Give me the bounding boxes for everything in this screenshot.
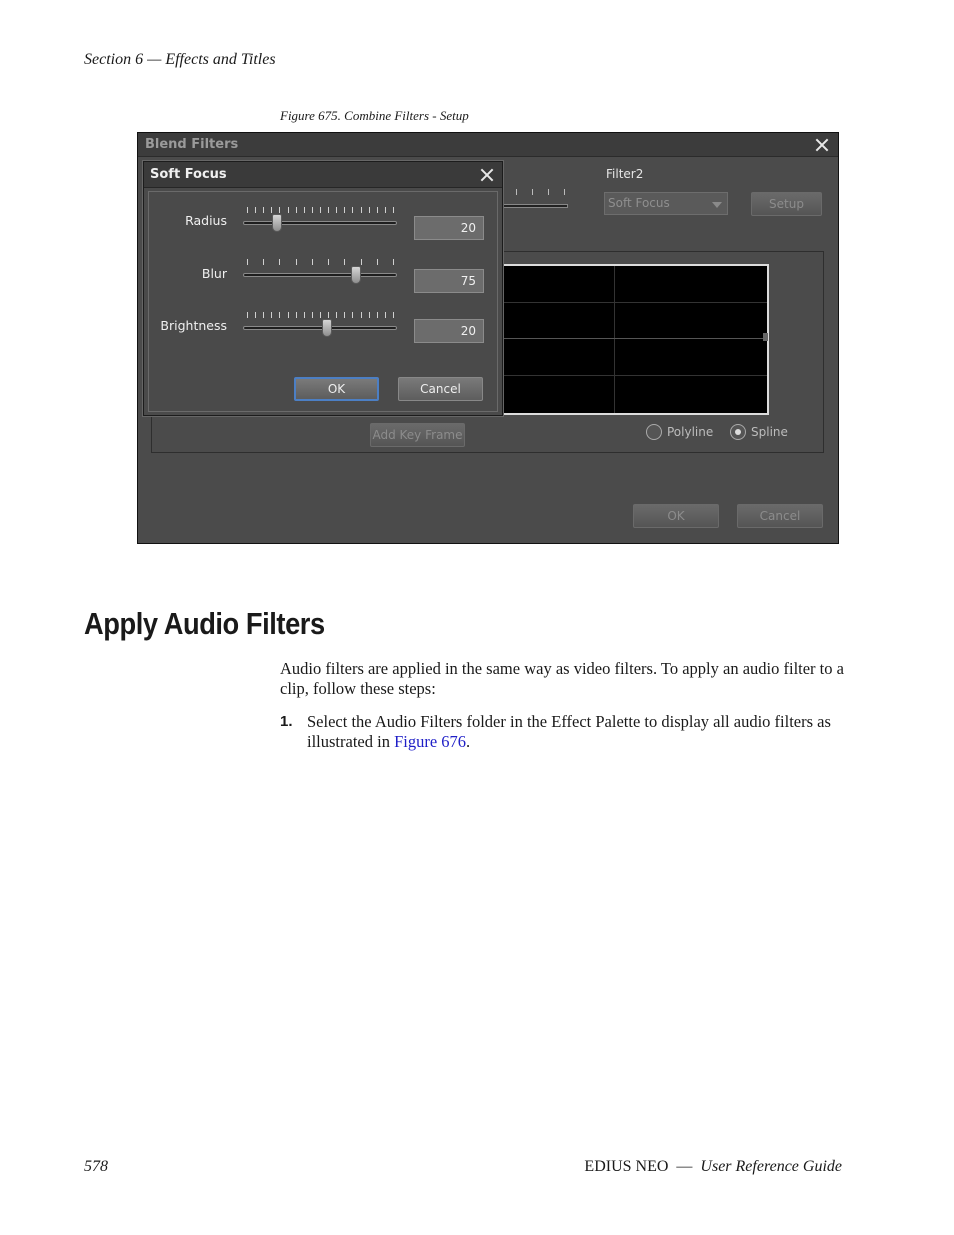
section-header: Section 6 — Effects and Titles — [84, 51, 276, 68]
radius-slider[interactable] — [243, 207, 397, 237]
step-text-end: . — [466, 732, 471, 751]
brightness-value-input[interactable]: 20 — [414, 319, 484, 343]
soft-focus-title: Soft Focus — [150, 167, 227, 182]
soft-focus-cancel-button[interactable]: Cancel — [398, 377, 483, 401]
blend-ok-button[interactable]: OK — [633, 504, 719, 528]
curve-graph[interactable] — [498, 264, 769, 415]
footer-guide: User Reference Guide — [700, 1158, 842, 1175]
curve-handle[interactable] — [763, 333, 768, 341]
blend-filters-titlebar — [138, 133, 838, 157]
intro-paragraph: Audio filters are applied in the same way as video filters. To apply an audio filter to a clip, follow these steps: — [280, 659, 844, 698]
polyline-radio[interactable] — [646, 424, 662, 440]
brightness-slider[interactable] — [243, 312, 397, 342]
figure-676-link[interactable]: Figure 676 — [394, 732, 467, 751]
blur-slider[interactable] — [243, 259, 397, 289]
spline-radio[interactable] — [730, 424, 746, 440]
close-icon[interactable] — [479, 167, 495, 183]
soft-focus-ok-button[interactable]: OK — [294, 377, 379, 401]
blend-cancel-button[interactable]: Cancel — [737, 504, 823, 528]
soft-focus-titlebar — [144, 162, 502, 188]
radius-ticks — [247, 207, 393, 213]
spline-label: Spline — [751, 425, 788, 439]
chevron-down-icon — [712, 202, 722, 208]
filter2-dropdown[interactable] — [604, 192, 728, 215]
footer-title — [584, 1158, 842, 1176]
soft-focus-dialog — [143, 161, 503, 416]
background-slider-ticks — [516, 189, 570, 197]
filter2-dropdown-value: Soft Focus — [608, 196, 670, 210]
step-1 — [280, 712, 845, 752]
blur-slider-thumb[interactable] — [351, 266, 361, 284]
blur-ticks — [247, 259, 393, 265]
step-text: Select the Audio Filters folder in the Effect Palette to display all audio filters as illustrated in — [307, 712, 831, 751]
footer-product: EDIUS NEO — [584, 1158, 669, 1175]
radius-value-input[interactable]: 20 — [414, 216, 484, 240]
blend-filters-dialog — [137, 132, 839, 544]
section-heading: Apply Audio Filters — [84, 606, 325, 641]
filter2-label: Filter2 — [606, 167, 644, 181]
polyline-label: Polyline — [667, 425, 714, 439]
blur-label: Blur — [201, 266, 227, 281]
page-number: 578 — [84, 1158, 108, 1175]
blend-filters-title: Blend Filters — [145, 137, 239, 152]
setup-button[interactable]: Setup — [751, 192, 822, 216]
radius-label: Radius — [185, 213, 227, 228]
blur-value-input[interactable]: 75 — [414, 269, 484, 293]
brightness-label: Brightness — [160, 318, 227, 333]
brightness-slider-thumb[interactable] — [322, 319, 332, 337]
close-icon[interactable] — [814, 137, 830, 153]
footer-separator: — — [676, 1158, 693, 1175]
figure-caption: Figure 675. Combine Filters - Setup — [280, 108, 469, 123]
brightness-ticks — [247, 312, 393, 318]
background-slider-track — [498, 204, 568, 208]
radius-slider-thumb[interactable] — [272, 214, 282, 232]
step-number: 1. — [280, 713, 293, 730]
add-key-frame-button[interactable]: Add Key Frame — [370, 423, 465, 447]
